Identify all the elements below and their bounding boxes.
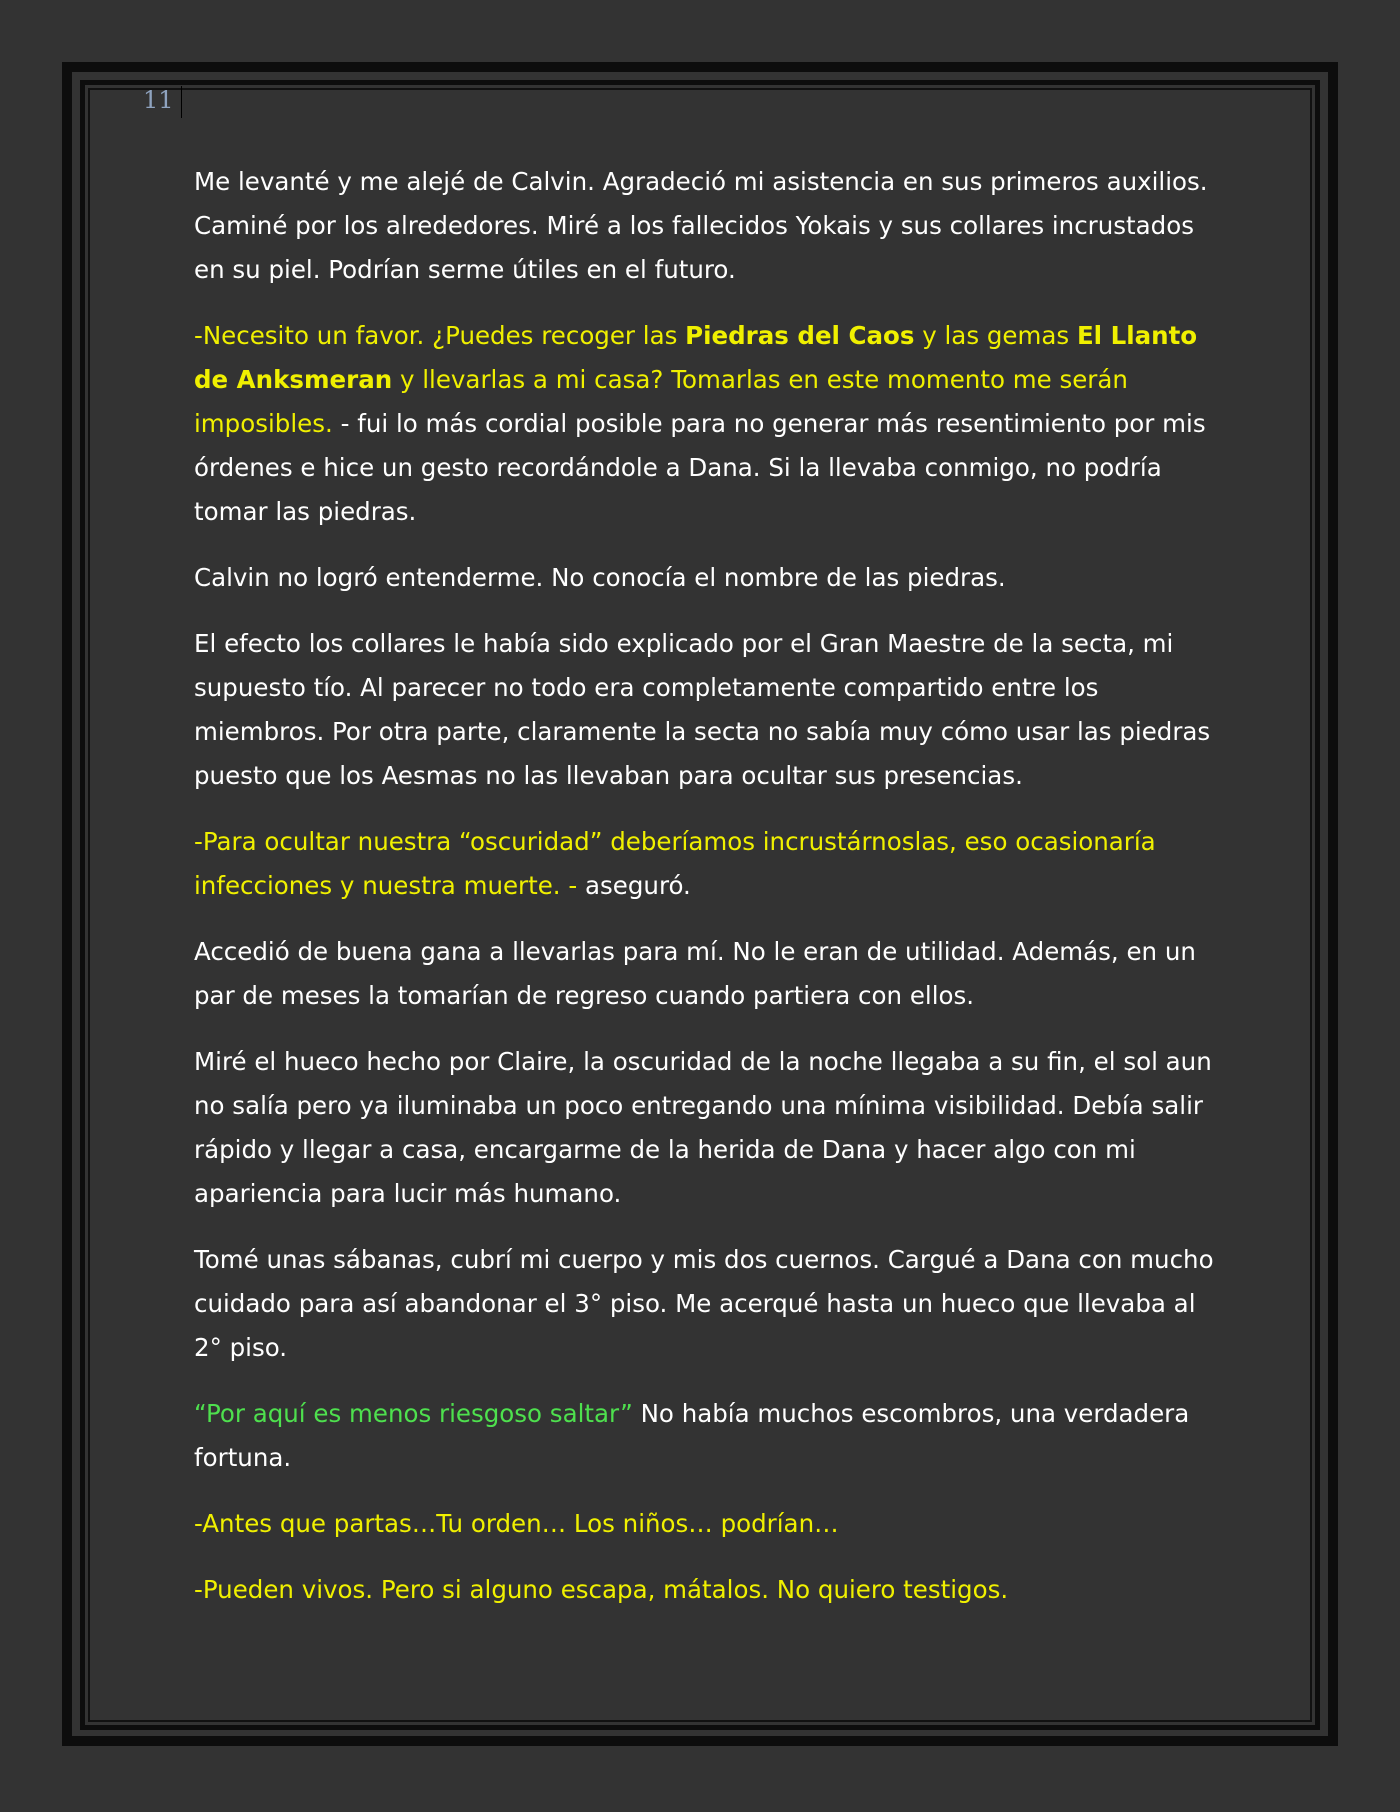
paragraph-p10 <box>194 1502 1214 1546</box>
paragraph-p2 <box>194 314 1214 534</box>
narration-text: El efecto los collares le había sido explicado por el Gran Maestre de la secta, mi supuesto tío. Al parecer no todo era completamente compartido entre los miembros. Por otra parte, claramente la secta no sabía muy cómo usar las piedras puesto que los Aesmas no las llevaban para ocultar sus presencias. <box>194 629 1211 790</box>
page-number-divider <box>181 86 182 118</box>
paragraph-p9 <box>194 1392 1214 1480</box>
dialogue-text: -Pueden vivos. Pero si alguno escapa, mátalos. No quiero testigos. <box>194 1575 1009 1604</box>
thought-text: “Por aquí es menos riesgoso saltar” <box>194 1399 633 1428</box>
dialogue-text: y llevarlas a mi casa? Tomarlas en este momento me serán imposibles. <box>194 365 1128 438</box>
narration-text: No había muchos escombros, una verdadera fortuna. <box>194 1399 1190 1472</box>
narration-text: aseguró. <box>577 871 691 900</box>
page-number: 11 <box>143 86 174 114</box>
highlighted-term: El Llanto de Anksmeran <box>194 321 1198 394</box>
paragraph-p7 <box>194 1040 1214 1216</box>
dialogue-text: -Antes que partas…Tu orden… Los niños… podrían… <box>194 1509 839 1538</box>
dialogue-text: y las gemas <box>914 321 1077 350</box>
narration-text: Calvin no logró entenderme. No conocía el nombre de las piedras. <box>194 563 1006 592</box>
narration-text: Accedió de buena gana a llevarlas para mí. No le eran de utilidad. Además, en un par de meses la tomarían de regreso cuando partiera con ellos. <box>194 937 1196 1010</box>
paragraph-p8 <box>194 1238 1214 1370</box>
page-body-text <box>194 160 1214 1634</box>
paragraph-p1 <box>194 160 1214 292</box>
narration-text: Miré el hueco hecho por Claire, la oscuridad de la noche llegaba a su fin, el sol aun no salía pero ya iluminaba un poco entregando una mínima visibilidad. Debía salir rápido y llegar a casa, encargarme de la herida de Dana y hacer algo con mi apariencia para lucir más humano. <box>194 1047 1212 1208</box>
narration-text: - fui lo más cordial posible para no generar más resentimiento por mis órdenes e hice un gesto recordándole a Dana. Si la llevaba conmigo, no podría tomar las piedras. <box>194 409 1206 526</box>
narration-text: Tomé unas sábanas, cubrí mi cuerpo y mis dos cuernos. Cargué a Dana con mucho cuidado para así abandonar el 3° piso. Me acerqué hasta un hueco que llevaba al 2° piso. <box>194 1245 1214 1362</box>
paragraph-p11 <box>194 1568 1214 1612</box>
paragraph-p6 <box>194 930 1214 1018</box>
narration-text: Me levanté y me alejé de Calvin. Agradeció mi asistencia en sus primeros auxilios. Caminé por los alrededores. Miré a los fallecidos Yokais y sus collares incrustados en su piel. Podrían serme útiles en el futuro. <box>194 167 1208 284</box>
paragraph-p4 <box>194 622 1214 798</box>
dialogue-text: -Necesito un favor. ¿Puedes recoger las <box>194 321 686 350</box>
paragraph-p5 <box>194 820 1214 908</box>
dialogue-text: -Para ocultar nuestra “oscuridad” deberíamos incrustárnoslas, eso ocasionaría infecciones y nuestra muerte. - <box>194 827 1156 900</box>
paragraph-p3 <box>194 556 1214 600</box>
highlighted-term: Piedras del Caos <box>685 321 915 350</box>
